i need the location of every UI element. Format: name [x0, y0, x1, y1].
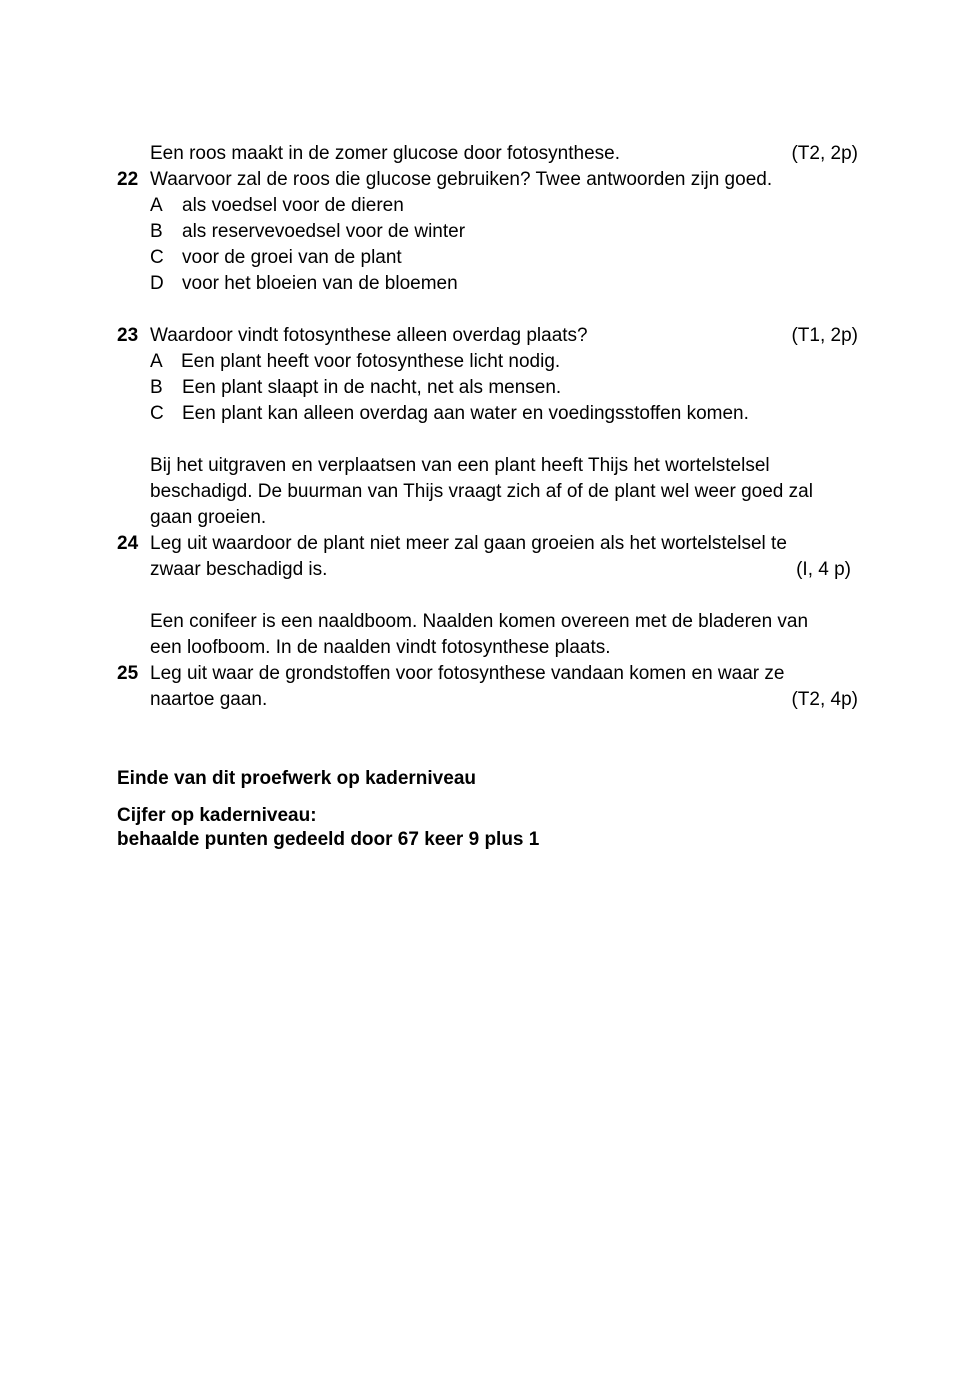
q22-intro: Een roos maakt in de zomer glucose door fotosynthese.: [150, 143, 620, 164]
q22-number: 22: [117, 169, 139, 190]
q22-option-b: [0, 219, 978, 245]
q24-intro: beschadigd. De buurman van Thijs vraagt zich af of de plant wel weer goed zal: [150, 481, 813, 502]
q25-question: Leg uit waar de grondstoffen voor fotosynthese vandaan komen en waar ze: [150, 663, 785, 684]
grade-formula: behaalde punten gedeeld door 67 keer 9 plus 1: [117, 829, 540, 850]
q23-question-line: [0, 323, 978, 349]
q23-points: (T1, 2p): [791, 325, 858, 346]
option-letter: A: [150, 351, 163, 372]
q23-number: 23: [117, 325, 139, 346]
q22-intro-line: [0, 141, 978, 167]
q24-question: zwaar beschadigd is.: [150, 559, 328, 580]
q24-intro: gaan groeien.: [150, 507, 267, 528]
option-letter: D: [150, 273, 164, 294]
option-text: Een plant slaapt in de nacht, net als mensen.: [182, 377, 562, 398]
q25-question-line-1: [0, 661, 978, 687]
q22-question-line: [0, 167, 978, 193]
q25-intro: Een conifeer is een naaldboom. Naalden komen overeen met de bladeren van: [150, 611, 809, 632]
option-text: voor het bloeien van de bloemen: [182, 273, 458, 294]
q25-number: 25: [117, 663, 139, 684]
q23-option-a: [0, 349, 978, 375]
q24-intro-line-1: [0, 453, 978, 479]
option-letter: C: [150, 403, 164, 424]
q22-option-c: [0, 245, 978, 271]
end-of-test-heading: Einde van dit proefwerk op kaderniveau: [117, 768, 476, 789]
option-letter: B: [150, 221, 163, 242]
q23-question: Waardoor vindt fotosynthese alleen overdag plaats?: [150, 325, 588, 346]
q25-intro-line-1: [0, 609, 978, 635]
q24-question-line-1: [0, 531, 978, 557]
q24-question: Leg uit waardoor de plant niet meer zal gaan groeien als het wortelstelsel te: [150, 533, 787, 554]
q25-question-line-2: [0, 687, 978, 713]
q22-option-d: [0, 271, 978, 297]
option-text: voor de groei van de plant: [182, 247, 402, 268]
q25-intro-line-2: [0, 635, 978, 661]
option-text: Een plant heeft voor fotosynthese licht nodig.: [181, 351, 561, 372]
q24-question-line-2: [0, 557, 978, 583]
q25-question: naartoe gaan.: [150, 689, 268, 710]
option-letter: C: [150, 247, 164, 268]
q24-number: 24: [117, 533, 139, 554]
option-text: als voedsel voor de dieren: [182, 195, 404, 216]
q22-option-a: [0, 193, 978, 219]
option-text: Een plant kan alleen overdag aan water en voedingsstoffen komen.: [182, 403, 749, 424]
option-text: als reservevoedsel voor de winter: [182, 221, 466, 242]
option-letter: B: [150, 377, 163, 398]
q24-intro: Bij het uitgraven en verplaatsen van een plant heeft Thijs het wortelstelsel: [150, 455, 770, 476]
q23-option-c: [0, 401, 978, 427]
q22-question: Waarvoor zal de roos die glucose gebruiken? Twee antwoorden zijn goed.: [150, 169, 773, 190]
q23-option-b: [0, 375, 978, 401]
q24-points: (I, 4 p): [796, 559, 851, 580]
q24-intro-line-2: [0, 479, 978, 505]
q24-intro-line-3: [0, 505, 978, 531]
q25-points: (T2, 4p): [791, 689, 858, 710]
option-letter: A: [150, 195, 163, 216]
grade-title: Cijfer op kaderniveau:: [117, 805, 317, 826]
q25-intro: een loofboom. In de naalden vindt fotosynthese plaats.: [150, 637, 611, 658]
q22-points: (T2, 2p): [791, 143, 858, 164]
